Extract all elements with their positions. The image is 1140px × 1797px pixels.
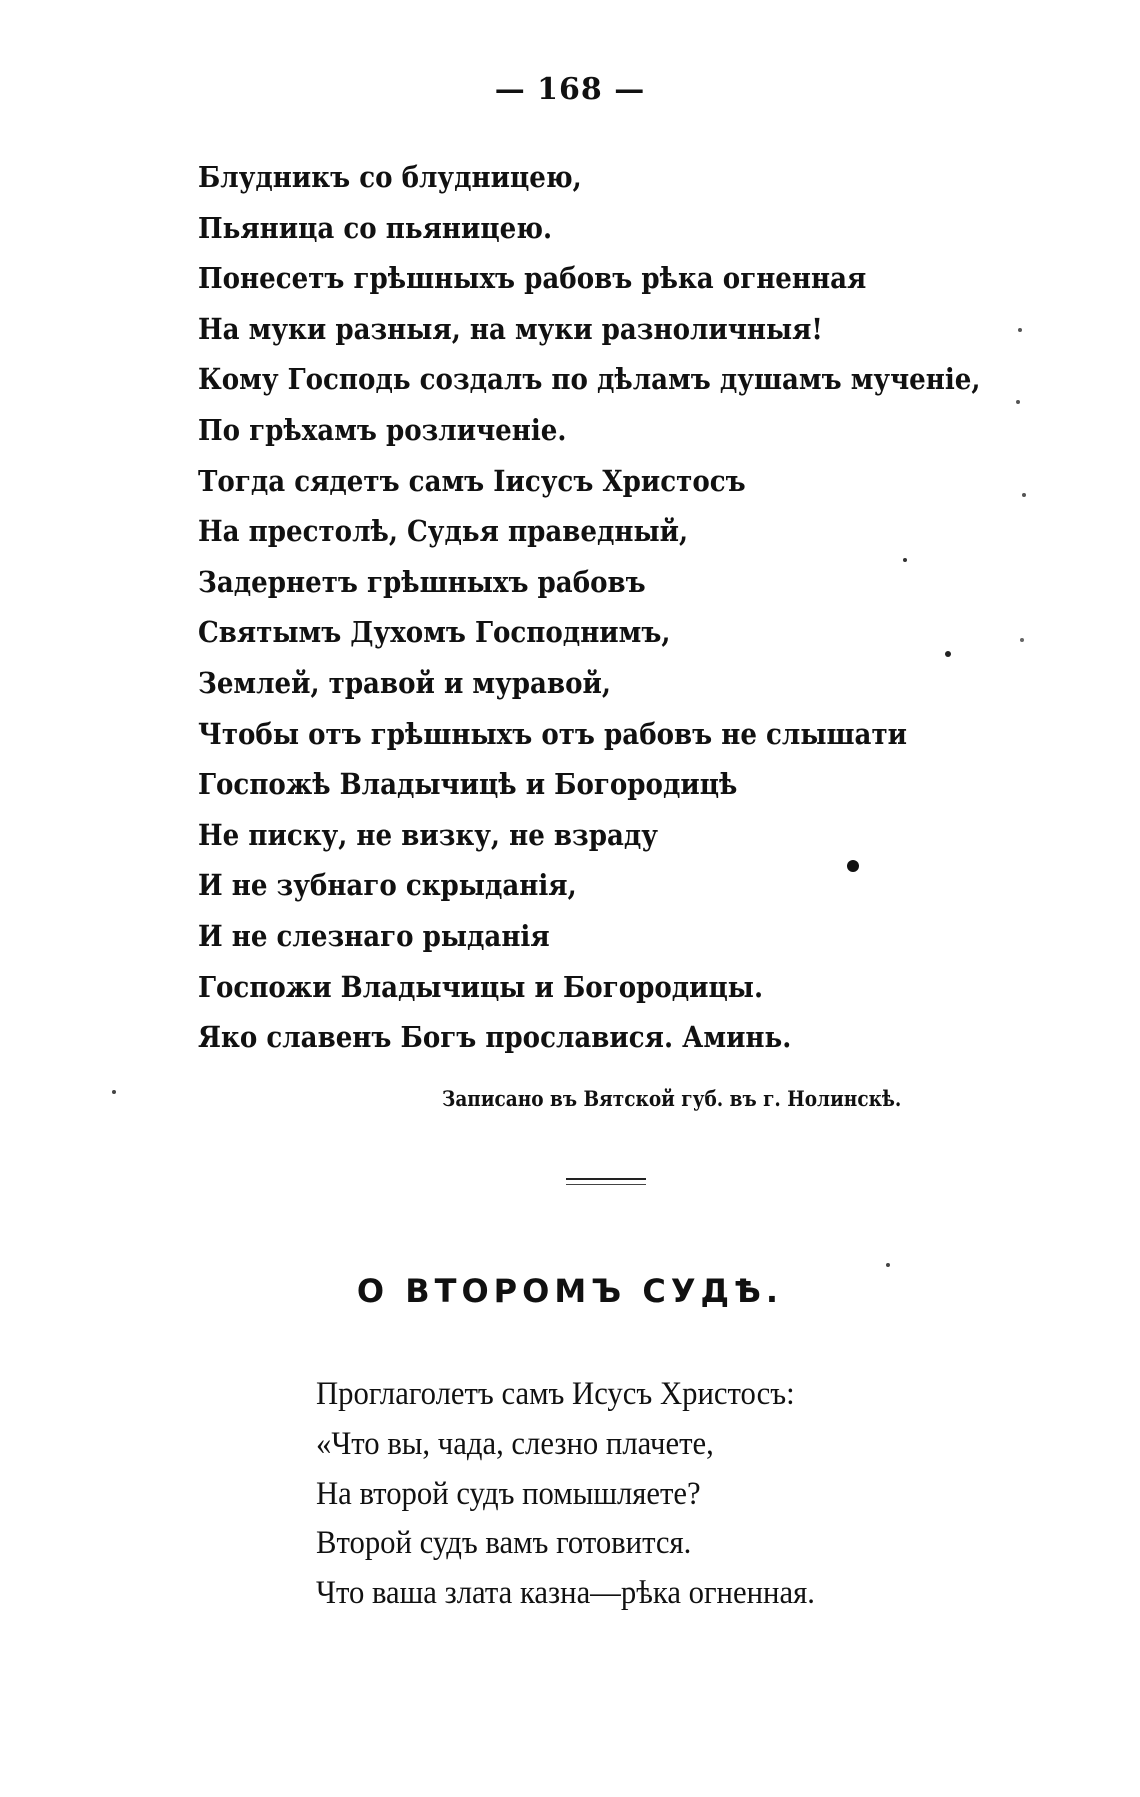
- poem-line: И не зубнаго скрыданія,: [198, 868, 577, 903]
- section-title: О ВТОРОМЪ СУДѢ.: [356, 1272, 784, 1310]
- poem-new: [316, 1370, 1076, 1619]
- poem-line: Блудникъ со блудницею,: [198, 160, 582, 194]
- poem-line: По грѣхамъ розличеніе.: [198, 412, 567, 447]
- poem-line: «Что вы, чада, слезно плачете,: [316, 1425, 714, 1462]
- poem-line: На второй судъ помышляете?: [316, 1475, 701, 1512]
- poem-line: Святымъ Духомъ Господнимъ,: [198, 615, 671, 650]
- page-number: — 168 —: [494, 72, 646, 107]
- poem-line: Тогда сядетъ самъ Іисусъ Христосъ: [198, 463, 746, 498]
- poem-line: Госпожи Владычицы и Богородицы.: [198, 969, 764, 1004]
- poem-line: Яко славенъ Богъ прославися. Аминь.: [198, 1020, 792, 1055]
- poem-line: На престолѣ, Судья праведный,: [198, 514, 689, 549]
- poem-line: Чтобы отъ грѣшныхъ отъ рабовъ не слышати: [198, 716, 908, 751]
- poem-line: На муки разныя, на муки разноличныя!: [198, 311, 823, 346]
- poem-line: Понесетъ грѣшныхъ рабовъ рѣка огненная: [198, 261, 867, 296]
- poem-line: Задернетъ грѣшныхъ рабовъ: [198, 564, 646, 599]
- poem-line: Что ваша злата казна—рѣка огненная.: [316, 1575, 815, 1612]
- poem-line: Не писку, не визку, не взраду: [198, 817, 658, 852]
- poem-line: Проглаголетъ самъ Исусъ Христосъ:: [316, 1376, 795, 1412]
- poem-line: Кому Господь создалъ по дѣламъ душамъ мученіе,: [198, 362, 981, 397]
- poem-line: Второй судъ вамъ готовится.: [316, 1525, 692, 1562]
- poem-line: Госпожѣ Владычицѣ и Богородицѣ: [198, 767, 738, 802]
- poem-line: Пьяница со пьяницею.: [198, 210, 553, 245]
- poem-line: И не слезнаго рыданія: [198, 918, 550, 953]
- section-divider: [566, 1178, 646, 1185]
- poem-line: Землей, травой и муравой,: [198, 665, 611, 700]
- poem-continued: [198, 152, 1058, 1063]
- attribution-note: Записано въ Вятской губ. въ г. Нолинскѣ.: [442, 1086, 902, 1111]
